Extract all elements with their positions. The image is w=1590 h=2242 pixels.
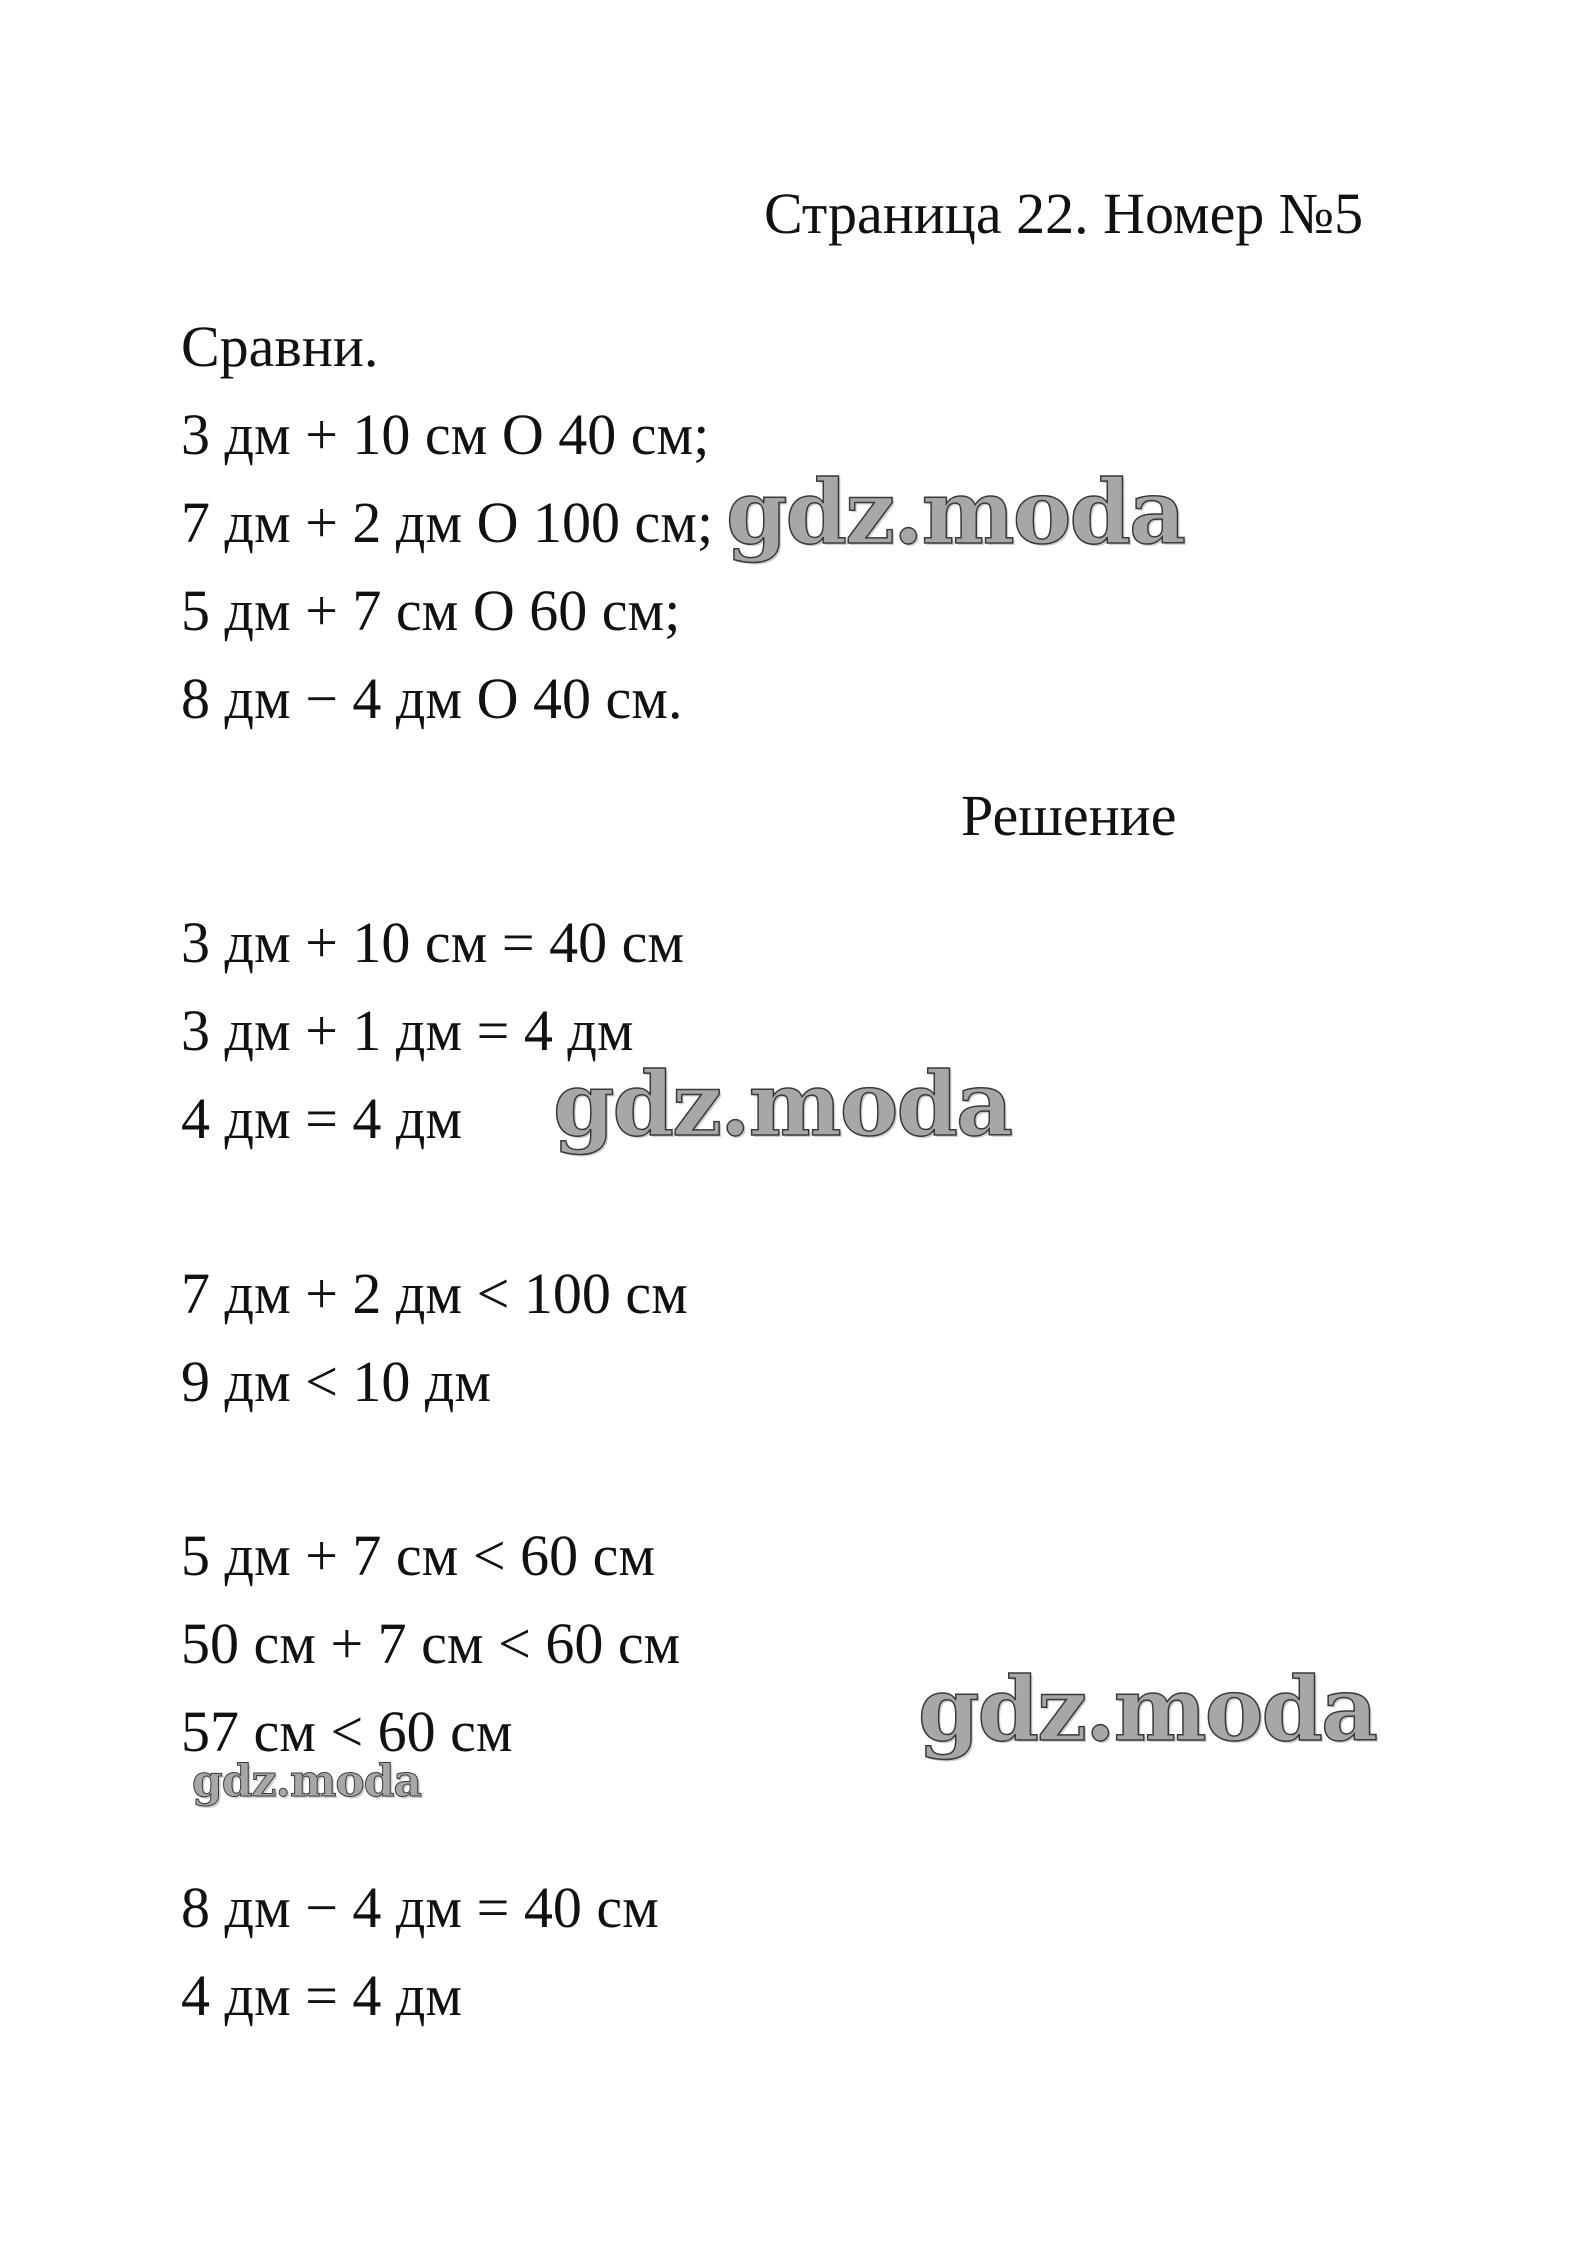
solution-line: 57 см < 60 см: [181, 1699, 513, 1764]
task-item: 5 дм + 7 см О 60 см;: [181, 578, 681, 643]
page-title: Страница 22. Номер №5: [764, 181, 1364, 246]
solution-line: 8 дм − 4 дм = 40 см: [181, 1875, 659, 1940]
solution-line: 4 дм = 4 дм: [181, 1963, 463, 2028]
task-item: 7 дм + 2 дм О 100 см;: [181, 490, 714, 555]
solution-line: 3 дм + 1 дм = 4 дм: [181, 998, 634, 1063]
solution-line: 4 дм = 4 дм: [181, 1086, 463, 1151]
task-prompt: Сравни.: [181, 314, 379, 379]
solution-line: 5 дм + 7 см < 60 см: [181, 1523, 656, 1588]
solution-line: 50 см + 7 см < 60 см: [181, 1611, 681, 1676]
solution-heading: Решение: [961, 783, 1177, 848]
solution-line: 3 дм + 10 см = 40 см: [181, 910, 685, 975]
task-item: 3 дм + 10 см О 40 см;: [181, 402, 710, 467]
watermark-logo: gdz.moda: [918, 1657, 1377, 1761]
solution-line: 7 дм + 2 дм < 100 см: [181, 1261, 688, 1326]
watermark-logo: gdz.moda: [553, 1052, 1012, 1156]
watermark-logo: gdz.moda: [726, 460, 1185, 564]
watermark-logo: gdz.moda: [192, 1756, 422, 1807]
solution-line: 9 дм < 10 дм: [181, 1349, 492, 1414]
task-item: 8 дм − 4 дм О 40 см.: [181, 666, 683, 731]
